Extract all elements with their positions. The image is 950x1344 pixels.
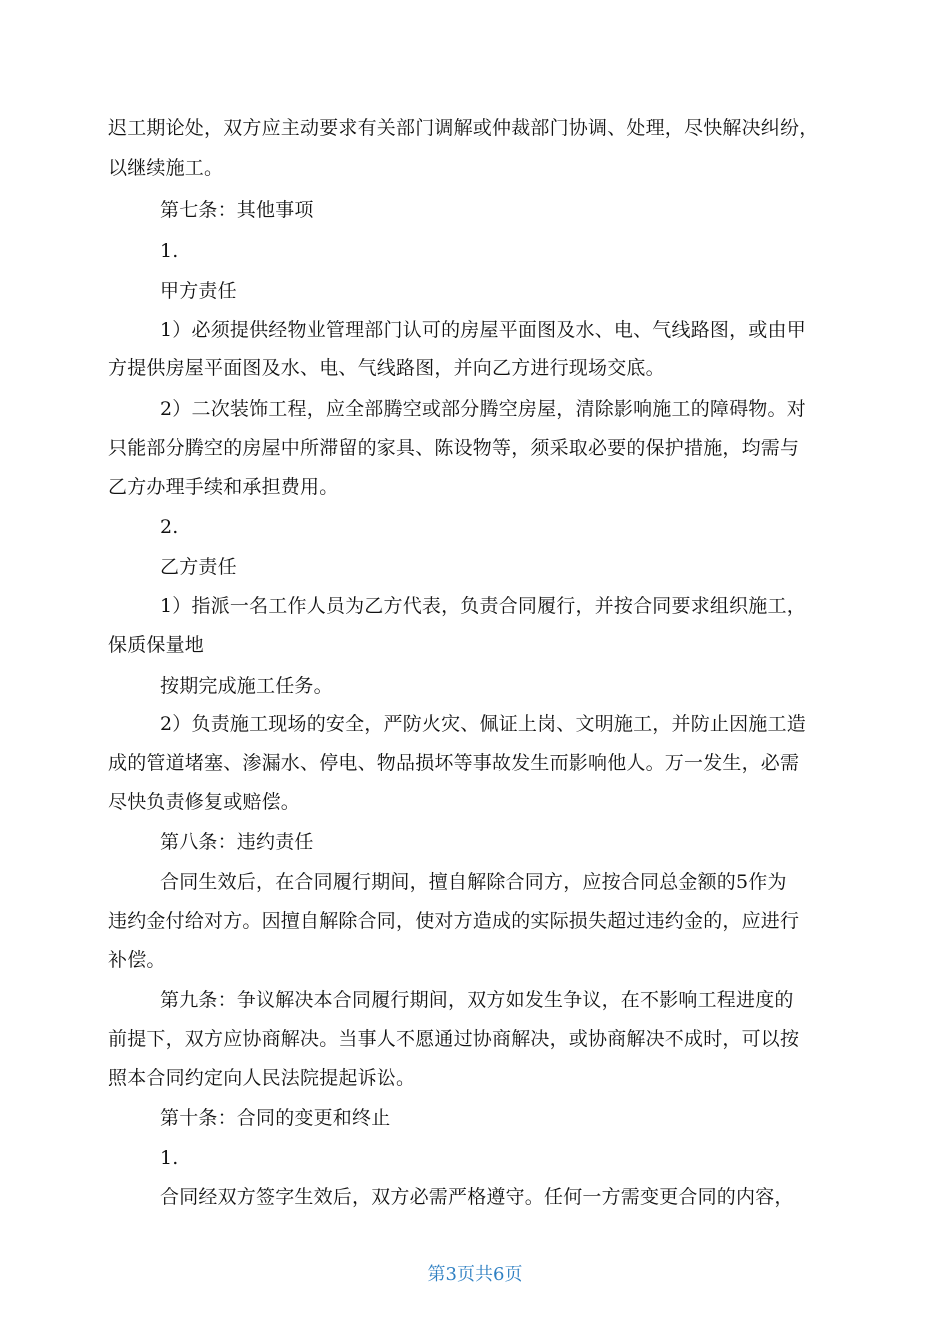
text-line: 2）负责施工现场的安全，严防火灾、佩证上岗、文明施工，并防止因施工造 [160, 713, 806, 735]
item-number: 1. [160, 240, 179, 262]
text-line: 补偿。 [108, 949, 166, 971]
text-line: 尽快负责修复或赔偿。 [108, 791, 301, 813]
text-line: 违约金付给对方。因擅自解除合同，使对方造成的实际损失超过违约金的，应进行 [108, 910, 800, 932]
page-number-footer: 第3页共6页 [427, 1264, 523, 1285]
text-line: 合同经双方签字生效后，双方必需严格遵守。任何一方需变更合同的内容， [160, 1186, 794, 1208]
text-line: 1）必须提供经物业管理部门认可的房屋平面图及水、电、气线路图，或由甲 [160, 319, 806, 341]
text-line: 按期完成施工任务。 [160, 675, 333, 697]
text-line: 1）指派一名工作人员为乙方代表，负责合同履行，并按合同要求组织施工， [160, 595, 806, 617]
subsection-heading: 乙方责任 [160, 556, 237, 578]
subsection-heading: 甲方责任 [160, 280, 237, 302]
text-line: 迟工期论处，双方应主动要求有关部门调解或仲裁部门协调、处理，尽快解决纠纷， [108, 117, 819, 139]
section-heading: 第七条：其他事项 [160, 199, 314, 221]
text-line: 前提下，双方应协商解决。当事人不愿通过协商解决，或协商解决不成时，可以按 [108, 1028, 800, 1050]
text-line: 方提供房屋平面图及水、电、气线路图，并向乙方进行现场交底。 [108, 357, 665, 379]
text-line: 以继续施工。 [108, 157, 224, 179]
item-number: 1. [160, 1147, 179, 1169]
text-line: 合同生效后，在合同履行期间，擅自解除合同方，应按合同总金额的5作为 [160, 871, 787, 893]
text-line: 保质保量地 [108, 634, 205, 656]
text-line: 照本合同约定向人民法院提起诉讼。 [108, 1067, 416, 1089]
text-line: 只能部分腾空的房屋中所滞留的家具、陈设物等，须采取必要的保护措施，均需与 [108, 437, 800, 459]
text-line: 成的管道堵塞、渗漏水、停电、物品损坏等事故发生而影响他人。万一发生，必需 [108, 752, 800, 774]
section-heading: 第八条：违约责任 [160, 831, 314, 853]
section-heading: 第九条：争议解决本合同履行期间，双方如发生争议，在不影响工程进度的 [160, 989, 794, 1011]
section-heading: 第十条：合同的变更和终止 [160, 1107, 391, 1129]
item-number: 2. [160, 516, 179, 538]
text-line: 乙方办理手续和承担费用。 [108, 476, 339, 498]
text-line: 2）二次装饰工程，应全部腾空或部分腾空房屋，清除影响施工的障碍物。对 [160, 398, 806, 420]
